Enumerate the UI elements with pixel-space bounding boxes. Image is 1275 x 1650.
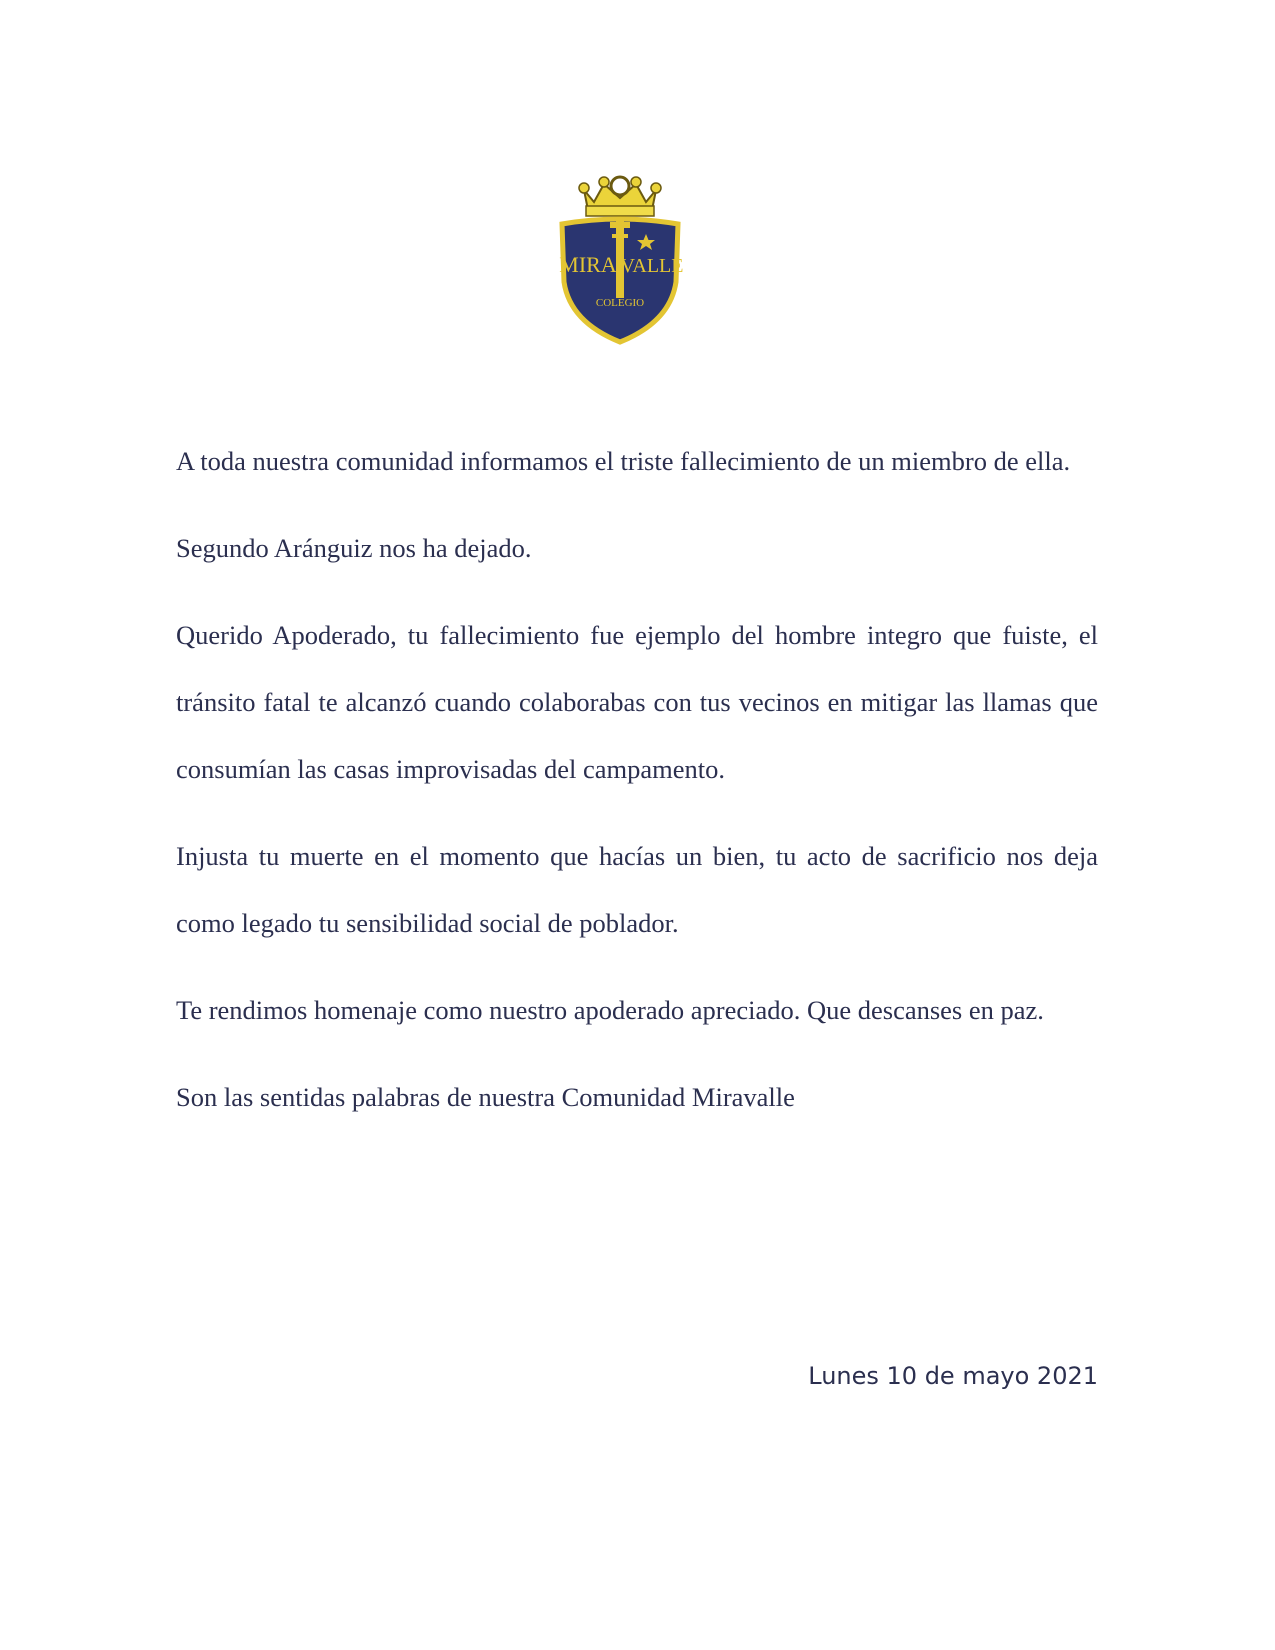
paragraph-closing: Son las sentidas palabras de nuestra Comunidad Miravalle (176, 1082, 795, 1112)
logo-name-left: MIRA (559, 252, 617, 277)
paragraph-tribute: Querido Apoderado, tu fallecimiento fue ejemplo del hombre integro que fuiste, el tránsito fatal te alcanzó cuando colaborabas con tus vecinos en mitigar las llamas que consumían las casas improvisadas del campamento. (176, 620, 1098, 784)
paragraph-sacrifice: Injusta tu muerte en el momento que hacías un bien, tu acto de sacrificio nos deja como legado tu sensibilidad social de poblador. (176, 841, 1098, 938)
logo-subtitle: COLEGIO (595, 297, 645, 309)
paragraph-homage: Te rendimos homenaje como nuestro apoderado apreciado. Que descanses en paz. (176, 995, 1044, 1025)
letter-body (176, 428, 1098, 1151)
letter-date: Lunes 10 de mayo 2021 (808, 1362, 1098, 1390)
crown-icon (579, 177, 661, 216)
paragraph-announcement: A toda nuestra comunidad informamos el triste fallecimiento de un miembro de ella. (176, 446, 1071, 476)
paragraph-name: Segundo Aránguiz nos ha dejado. (176, 533, 532, 563)
school-crest-logo (554, 172, 686, 350)
logo-name-right: VALLE (620, 255, 684, 277)
